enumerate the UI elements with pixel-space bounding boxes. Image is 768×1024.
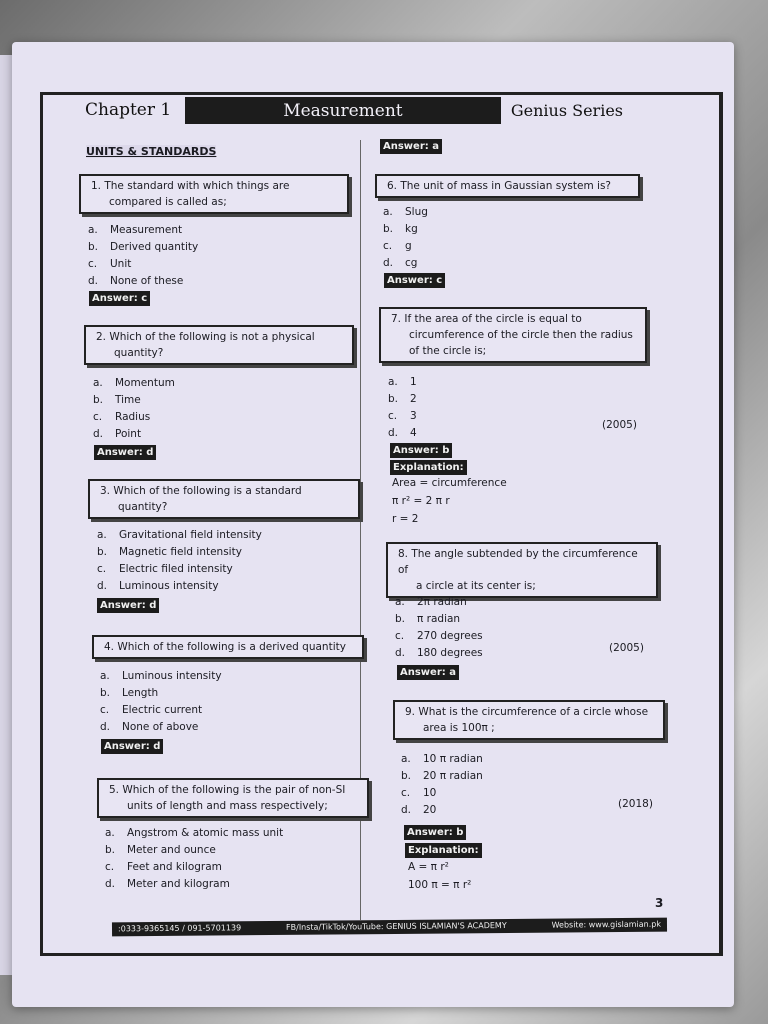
question-8-line2: a circle at its center is; <box>416 580 536 592</box>
question-7-explanation-label: Explanation: <box>390 460 467 475</box>
question-2 <box>84 325 354 365</box>
question-3-answer: Answer: d <box>97 598 159 613</box>
question-1-line1: 1. The standard with which things are <box>91 180 290 192</box>
option: a. Momentum <box>93 377 175 389</box>
question-1-answer: Answer: c <box>89 291 150 306</box>
option: b. 2 <box>388 393 417 405</box>
option: d. 20 <box>401 804 437 816</box>
question-8-answer: Answer: a <box>397 665 459 680</box>
question-5-answer-top: Answer: a <box>380 139 442 154</box>
option: d. Point <box>93 428 142 440</box>
option: c. g <box>383 240 412 252</box>
question-7 <box>379 307 647 363</box>
question-3-line2: quantity? <box>118 501 168 513</box>
question-2-line1: 2. Which of the following is not a physical <box>96 331 315 343</box>
option: d. 180 degrees <box>395 647 483 659</box>
question-8 <box>386 542 658 598</box>
question-3-options <box>97 527 262 595</box>
question-4-line1: 4. Which of the following is a derived quantity <box>104 641 346 653</box>
question-6-line1: 6. The unit of mass in Gaussian system is? <box>387 180 611 192</box>
question-3 <box>88 479 360 519</box>
page-header <box>83 97 627 124</box>
option: b. kg <box>383 223 418 235</box>
option: c. Unit <box>88 258 132 270</box>
option: c. 10 <box>401 787 437 799</box>
question-1-options <box>88 222 198 290</box>
option: b. π radian <box>395 613 461 625</box>
question-7-line2: circumference of the circle then the radius <box>409 329 633 341</box>
explanation-line: Area = circumference <box>392 477 507 489</box>
option: d. None of above <box>100 721 199 733</box>
option: d. None of these <box>88 275 184 287</box>
footer-website: Website: www.gislamian.pk <box>551 919 662 930</box>
question-8-line1: 8. The angle subtended by the circumference of <box>398 548 638 576</box>
question-6-options <box>383 204 428 272</box>
question-4-options <box>100 668 222 736</box>
question-4 <box>92 635 364 659</box>
option: a. Angstrom & atomic mass unit <box>105 827 284 839</box>
question-8-year: (2005) <box>609 642 644 654</box>
question-5-options <box>105 825 283 893</box>
question-5-line2: units of length and mass respectively; <box>127 800 328 812</box>
option: a. 10 π radian <box>401 753 483 765</box>
question-2-options <box>93 375 175 443</box>
question-9-line1: 9. What is the circumference of a circle whose <box>405 706 649 718</box>
option: c. 3 <box>388 410 417 422</box>
question-9-explanation-label: Explanation: <box>405 843 482 858</box>
question-9-answer: Answer: b <box>404 825 466 840</box>
question-7-options <box>388 374 417 442</box>
option: d. Luminous intensity <box>97 580 219 592</box>
option: a. Gravitational field intensity <box>97 529 262 541</box>
question-1 <box>79 174 349 214</box>
question-6 <box>375 174 640 198</box>
option: c. Electric filed intensity <box>97 563 233 575</box>
question-5 <box>97 778 369 818</box>
option: d. Meter and kilogram <box>105 878 230 890</box>
question-1-line2: compared is called as; <box>109 196 227 208</box>
question-3-line1: 3. Which of the following is a standard <box>100 485 302 497</box>
question-8-options <box>395 594 483 662</box>
explanation-line: 100 π = π r² <box>408 879 472 891</box>
option: c. Electric current <box>100 704 203 716</box>
question-6-answer: Answer: c <box>384 273 445 288</box>
option: a. Luminous intensity <box>100 670 222 682</box>
chapter-title: Measurement <box>283 100 403 121</box>
option: a. 2π radian <box>395 596 467 608</box>
question-5-line1: 5. Which of the following is the pair of non-SI <box>109 784 346 796</box>
explanation-line: r = 2 <box>392 513 419 525</box>
page-number: 3 <box>655 896 664 910</box>
section-title: UNITS & STANDARDS <box>86 145 217 158</box>
series-label: Genius Series <box>501 97 627 124</box>
explanation-line: π r² = 2 π r <box>392 495 450 507</box>
option: b. Meter and ounce <box>105 844 216 856</box>
question-9-explanation <box>408 858 471 894</box>
footer-social: FB/Insta/TikTok/YouTube: GENIUS ISLAMIAN'S ACADEMY <box>285 920 507 932</box>
option: d. 4 <box>388 427 417 439</box>
question-9-line2: area is 100π ; <box>423 722 495 734</box>
option: c. Feet and kilogram <box>105 861 222 873</box>
question-9-options <box>401 751 483 819</box>
question-7-explanation <box>392 474 507 528</box>
question-9-year: (2018) <box>618 798 653 810</box>
question-2-line2: quantity? <box>114 347 164 359</box>
option: b. Length <box>100 687 159 699</box>
option: b. Magnetic field intensity <box>97 546 242 558</box>
option: b. Time <box>93 394 141 406</box>
question-7-line1: 7. If the area of the circle is equal to <box>391 313 582 325</box>
option: b. Derived quantity <box>88 241 199 253</box>
question-4-answer: Answer: d <box>101 739 163 754</box>
question-9 <box>393 700 665 740</box>
chapter-label: Chapter 1 <box>83 97 185 124</box>
question-2-answer: Answer: d <box>94 445 156 460</box>
option: a. Measurement <box>88 224 183 236</box>
option: a. Slug <box>383 206 428 218</box>
question-7-line3: of the circle is; <box>409 345 487 357</box>
option: b. 20 π radian <box>401 770 483 782</box>
option: a. 1 <box>388 376 417 388</box>
question-7-answer: Answer: b <box>390 443 452 458</box>
option: d. cg <box>383 257 418 269</box>
explanation-line: A = π r² <box>408 861 449 873</box>
option: c. 270 degrees <box>395 630 483 642</box>
option: c. Radius <box>93 411 151 423</box>
footer-phones: :0333-9365145 / 091-5701139 <box>117 923 242 934</box>
question-7-year: (2005) <box>602 419 637 431</box>
